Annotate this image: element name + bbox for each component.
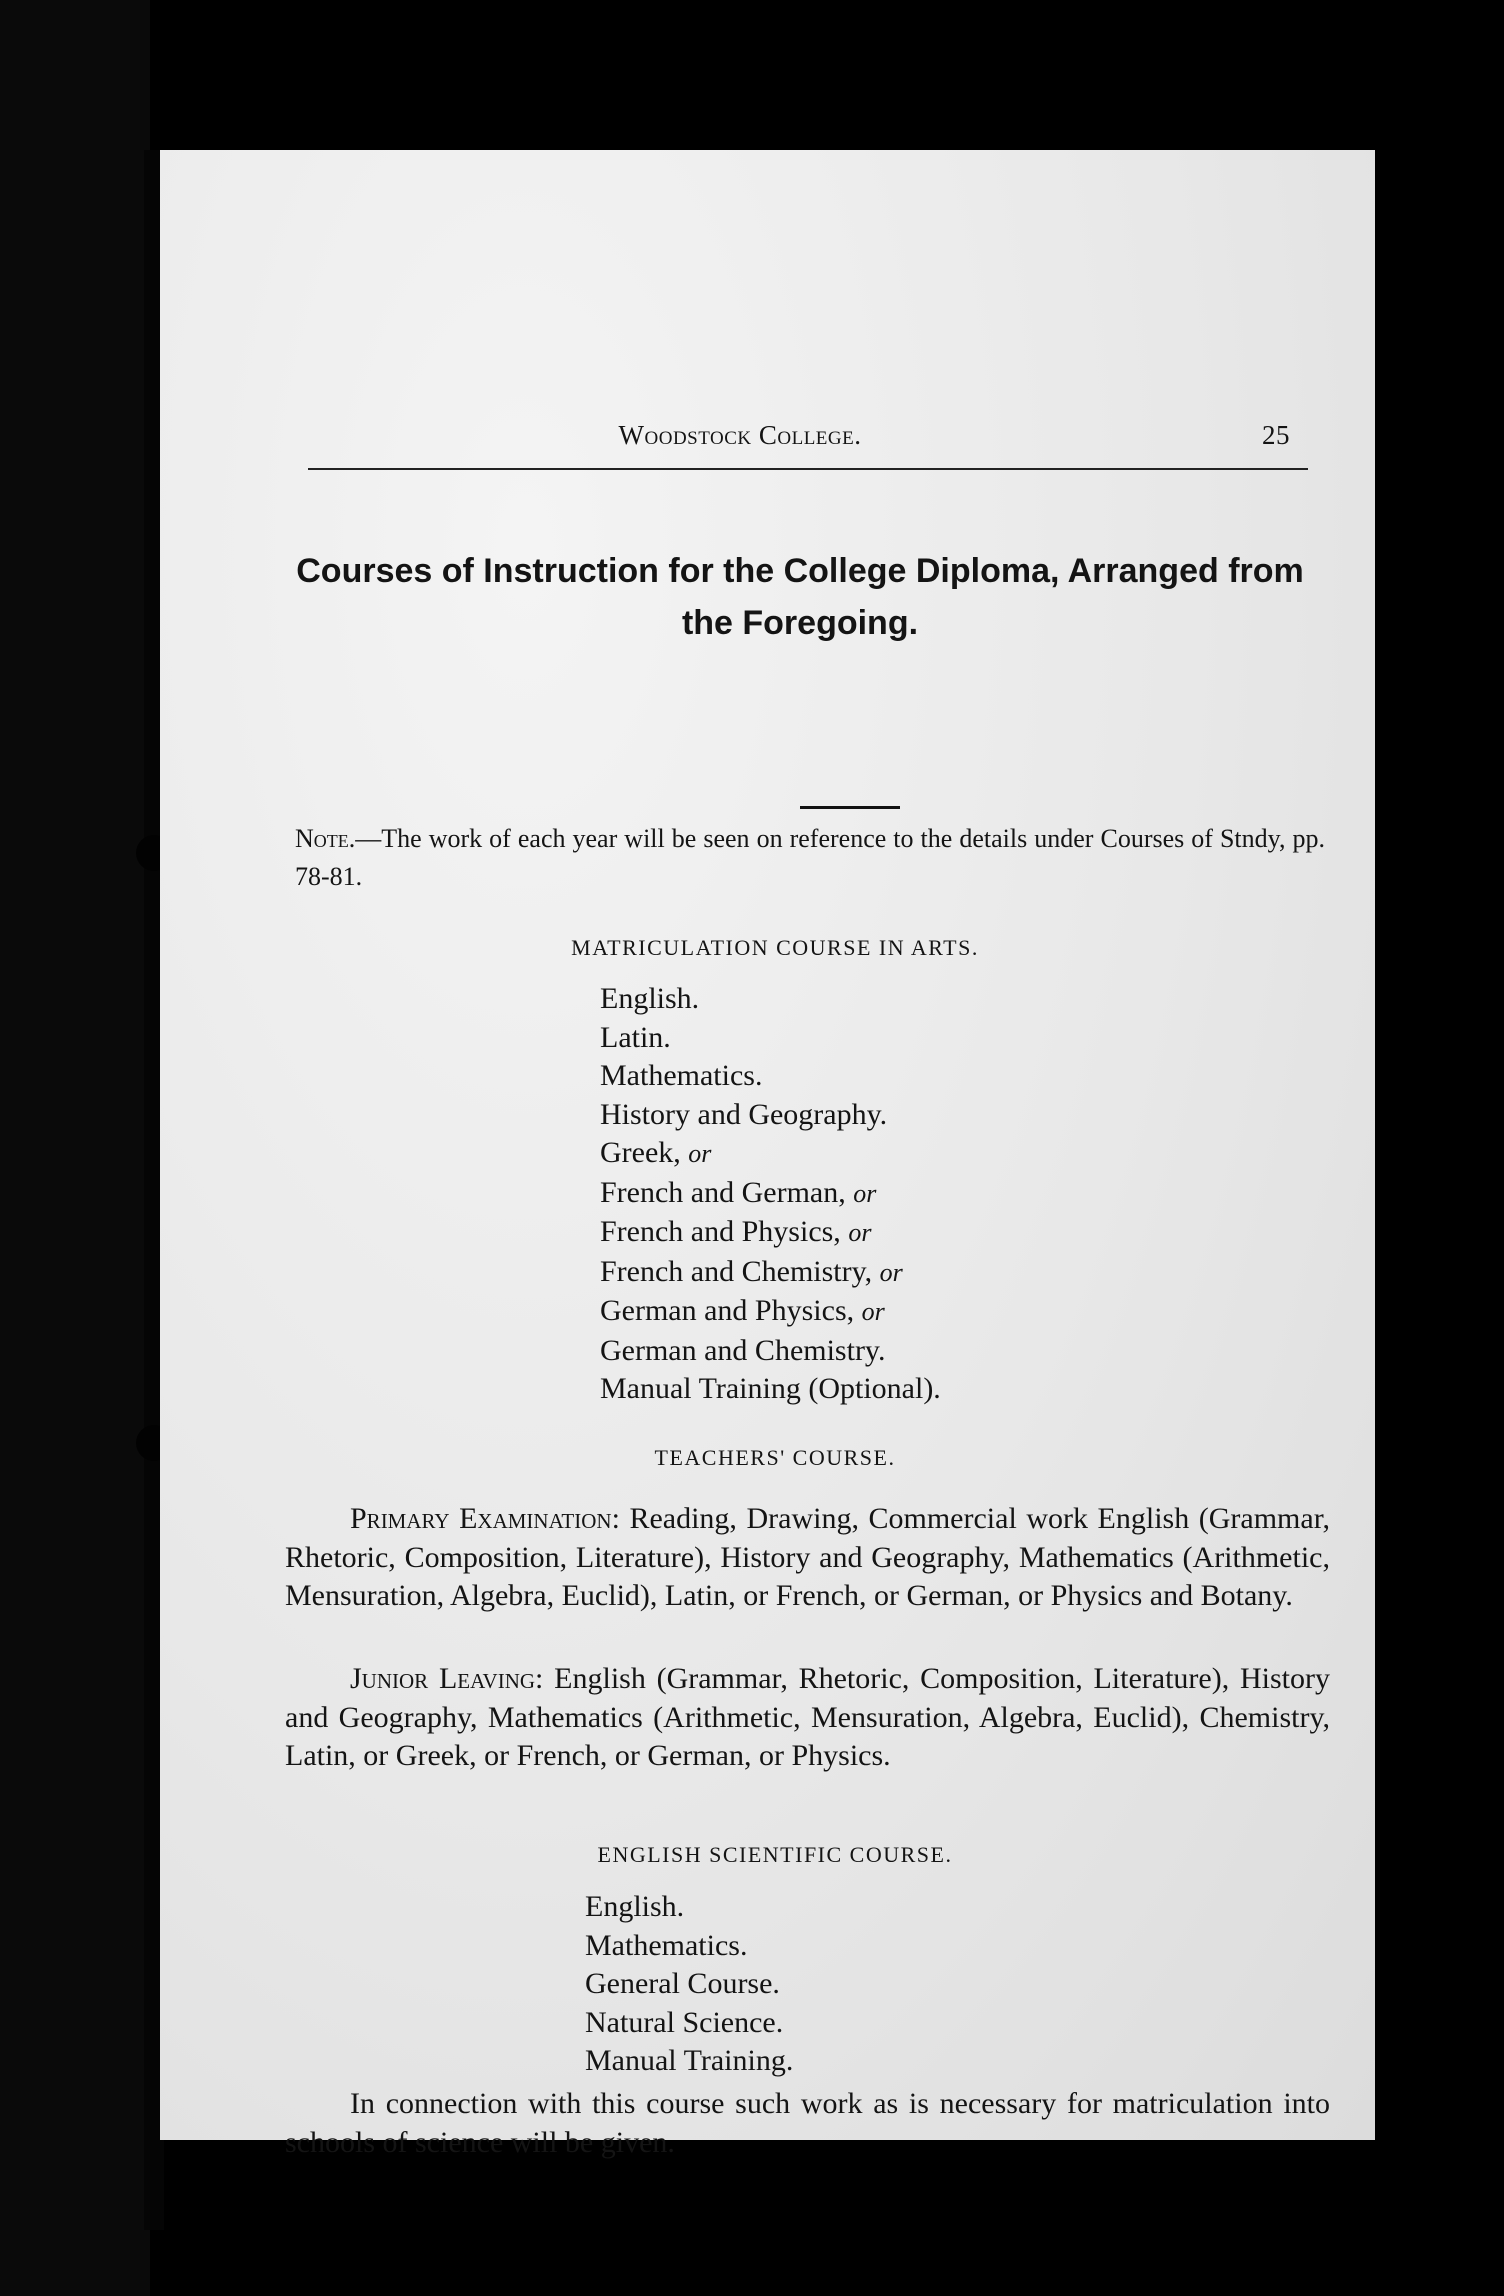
running-head (290, 420, 1290, 460)
running-title: Woodstock College. (618, 420, 862, 450)
list-item: General Course. (585, 1967, 780, 2000)
list-item: German and Chemistry. (600, 1333, 886, 1367)
teachers-heading: TEACHERS' COURSE. (654, 1445, 896, 1470)
list-item: German and Physics, or (600, 1294, 885, 1327)
book-page (160, 150, 1375, 2159)
section-divider (800, 806, 900, 809)
page-heading: Courses of Instruction for the College Diploma, Arranged from the Foregoing. (296, 552, 1304, 642)
english-scientific-heading: ENGLISH SCIENTIFIC COURSE. (597, 1842, 953, 1867)
list-item: English. (585, 1890, 685, 1923)
list-item: Latin. (600, 1020, 671, 1054)
scan-frame-left (0, 0, 150, 2296)
list-item: Greek, or (600, 1136, 712, 1169)
junior-leaving-paragraph (285, 1660, 1330, 1776)
english-scientific-subject-list (585, 1888, 793, 2081)
primary-examination-text: : Reading, Drawing, Commercial work English (Grammar, Rhetoric, Composition, Literature), History and Geography, Mathematics (Arithmetic, Mensuration, Algebra, Euclid), Latin, or French, or German, or Physics and Botany. (285, 1502, 1330, 1612)
junior-leaving-label: Junior Leaving (350, 1662, 536, 1695)
matriculation-heading: MATRICULATION COURSE IN ARTS. (571, 935, 979, 960)
note-paragraph (295, 820, 1325, 896)
note-label: Note. (295, 824, 356, 853)
junior-leaving-text: : English (Grammar, Rhetoric, Composition, Literature), History and Geography, Mathematics (Arithmetic, Mensuration, Algebra, Euclid), Chemistry, Latin, or Greek, or French, or German, or Physics. (285, 1662, 1330, 1772)
note-text: —The work of each year will be seen on reference to the details under Courses of Stndy, pp. 78-81. (295, 824, 1325, 891)
list-item: Mathematics. (600, 1059, 763, 1092)
closing-paragraph: In connection with this course such work as is necessary for matriculation into schools of science will be given. (285, 2087, 1330, 2159)
list-item: Natural Science. (585, 2005, 784, 2039)
list-item: French and German, or (600, 1175, 877, 1209)
primary-examination-label: Primary Examination (350, 1502, 612, 1535)
list-item: Manual Training (Optional). (600, 1372, 941, 1405)
matriculation-subject-list (600, 980, 941, 1409)
list-item: English. (600, 982, 700, 1015)
list-item: French and Physics, or (600, 1215, 872, 1248)
list-item: Manual Training. (585, 2044, 794, 2077)
header-rule (308, 468, 1308, 470)
list-item: French and Chemistry, or (600, 1254, 903, 1288)
primary-examination-paragraph (285, 1500, 1330, 1616)
list-item: Mathematics. (585, 1928, 748, 1962)
list-item: History and Geography. (600, 1097, 888, 1131)
page-number: 25 (1262, 420, 1290, 450)
